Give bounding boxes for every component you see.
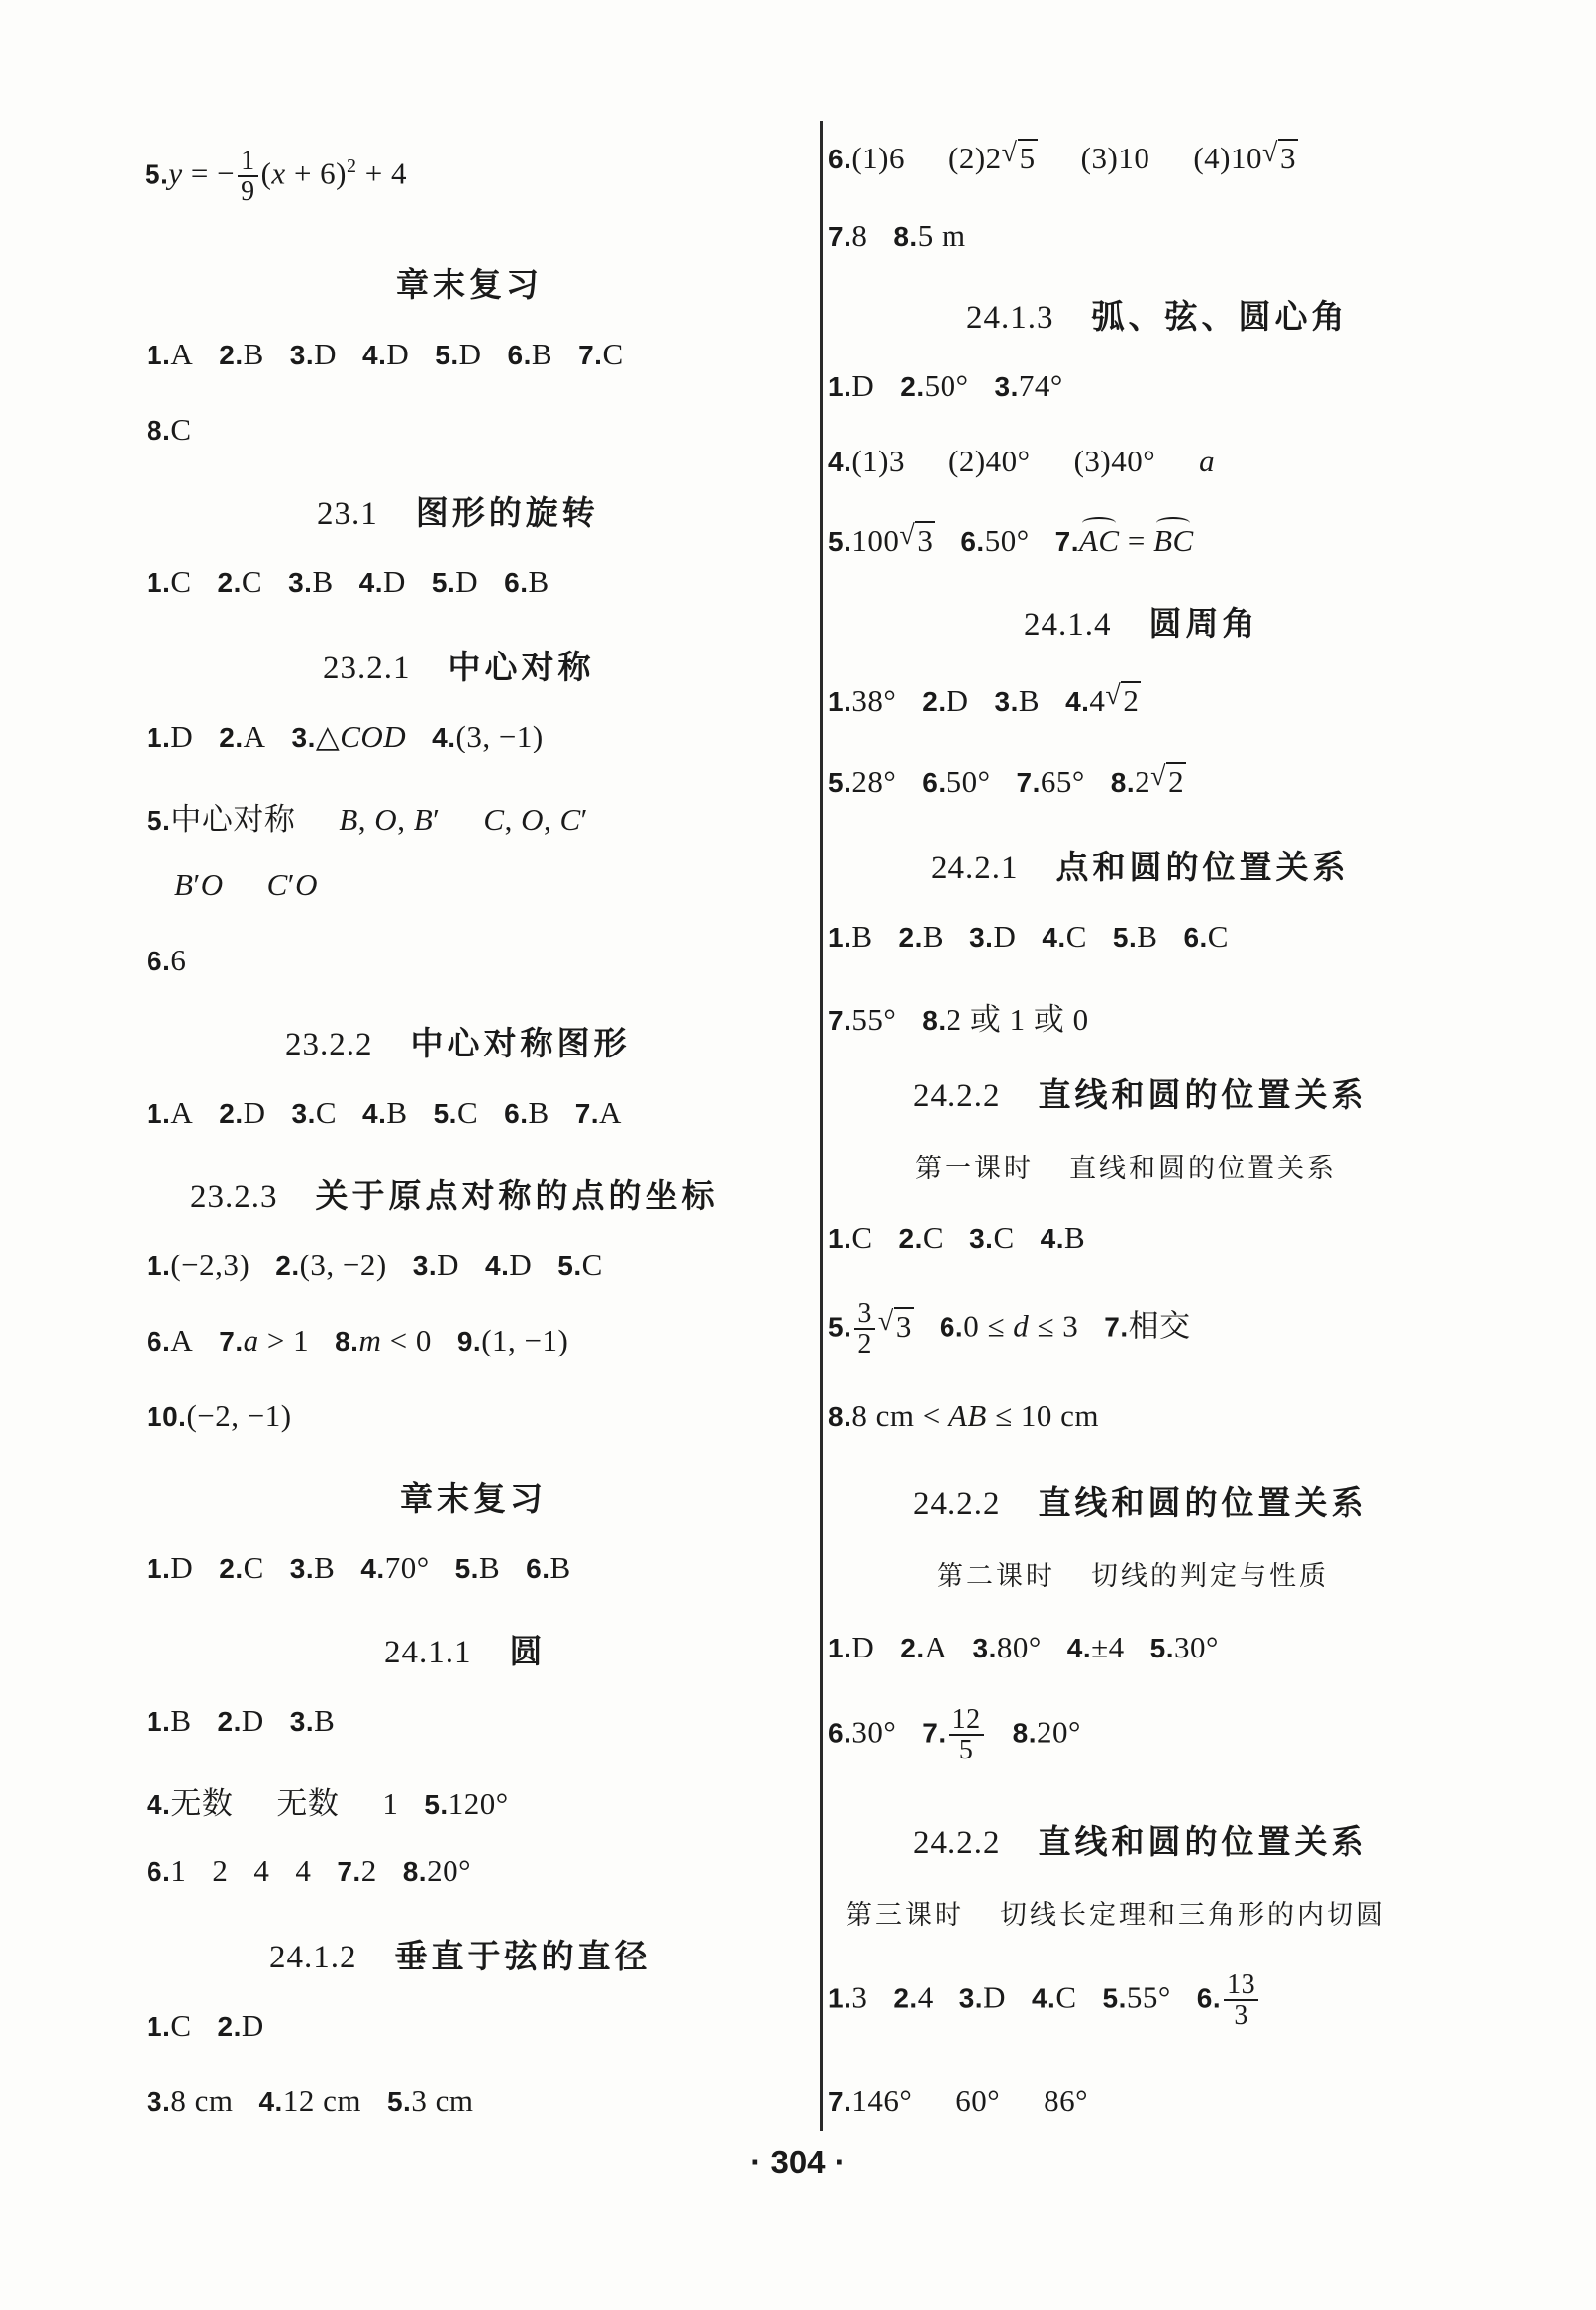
section-heading: 23.2.2 中心对称图形 — [285, 1024, 631, 1062]
section-heading: 24.1.4 圆周角 — [1024, 604, 1259, 643]
column-divider — [820, 121, 823, 2131]
answer-line: 8.8 cm < AB ≤ 10 cm — [828, 1398, 1099, 1433]
lesson-subheading: 第一课时 直线和圆的位置关系 — [915, 1154, 1337, 1183]
answer-line: 3.8 cm 4.12 cm 5.3 cm — [147, 2083, 474, 2118]
answer-line: 6.30° 7. $\frac{12}{5}$ 8.20° — [828, 1704, 1081, 1766]
answer-line: 5.y = − $\frac{1}{9}$ $(x + 6)^2 + 4$ — [145, 146, 407, 208]
answer-line: 5.中心对称 B, O, B′ C, O, C′ — [147, 802, 588, 837]
answer-line: B′O C′O — [174, 867, 318, 902]
section-heading: 24.2.2 直线和圆的位置关系 — [913, 1483, 1368, 1522]
answer-line: 1.(−2,3) 2.(3, −2) 3.D 4.D 5.C — [147, 1248, 603, 1282]
section-heading: 24.1.3 弧、弦、圆心角 — [966, 297, 1348, 336]
answer-line: 6.1 2 4 4 7.2 8.20° — [147, 1854, 471, 1888]
answer-line: 1.B 2.D 3.B — [147, 1703, 336, 1738]
answer-line: 8.C — [147, 412, 192, 447]
answer-line: 1.D 2.A 3.△COD 4.(3, −1) — [147, 719, 544, 753]
answer-line: 6.A 7.a > 1 8.m < 0 9.(1, −1) — [147, 1323, 569, 1357]
answer-line: 1.C 2.C 3.B 4.D 5.D 6.B — [147, 564, 549, 599]
answer-line: 6.(1)6 (2)2√ 5 (3)10 (4)10√ 3 — [828, 141, 1298, 176]
answer-line: 10.(−2, −1) — [147, 1398, 292, 1433]
answer-line: 1.C 2.D — [147, 2008, 264, 2043]
lesson-subheading: 第二课时 切线的判定与性质 — [937, 1561, 1329, 1591]
lesson-subheading: 第三课时 切线长定理和三角形的内切圆 — [846, 1900, 1386, 1930]
answer-line: 5.28° 6.50° 7.65° 8.2√ 2 — [828, 764, 1186, 800]
answer-line: 4.(1)3 (2)40° (3)40° a — [828, 444, 1216, 478]
answer-line: 1.A 2.B 3.D 4.D 5.D 6.B 7.C — [147, 337, 624, 371]
section-heading: 24.1.2 垂直于弦的直径 — [269, 1937, 651, 1975]
answer-line: 5. $\frac{3}{2}$ √ 3 6.0 ≤ d ≤ 3 7.相交 — [828, 1299, 1191, 1359]
answer-line: 7.8 8.5 m — [828, 218, 966, 252]
answer-line: 1.C 2.C 3.C 4.B — [828, 1220, 1086, 1255]
fraction: $\frac{1}{9}$ — [238, 147, 258, 207]
answer-line: 1.D 2.A 3.80° 4.±4 5.30° — [828, 1630, 1219, 1664]
section-heading: 章末复习 — [400, 1479, 547, 1518]
section-heading: 章末复习 — [396, 265, 543, 304]
section-heading: 24.2.1 点和圆的位置关系 — [931, 848, 1349, 886]
section-heading: 24.1.1 圆 — [384, 1632, 547, 1670]
answer-line: 7.55° 8.2 或 1 或 0 — [828, 1002, 1089, 1037]
fraction: $\frac{3}{2}$ — [854, 1299, 875, 1359]
fraction: $\frac{12}{5}$ — [949, 1705, 984, 1765]
section-heading: 24.2.2 直线和圆的位置关系 — [913, 1075, 1368, 1114]
answer-line: 7.146° 60° 86° — [828, 2083, 1089, 2118]
answer-line: 1.3 2.4 3.D 4.C 5.55° 6. $\frac{13}{3}$ — [828, 1970, 1261, 2031]
answer-line: 4.无数 无数 1 5.120° — [147, 1786, 509, 1821]
section-heading: 23.2.3 关于原点对称的点的坐标 — [190, 1176, 719, 1215]
answer-line: 5.100√ 3 6.50° 7.AC = BC — [828, 523, 1194, 558]
answer-line: 1.A 2.D 3.C 4.B 5.C 6.B 7.A — [147, 1095, 622, 1130]
section-heading: 24.2.2 直线和圆的位置关系 — [913, 1822, 1368, 1860]
answer-line: 1.D 2.50° 3.74° — [828, 368, 1063, 403]
section-heading: 23.2.1 中心对称 — [323, 648, 595, 686]
answer-line: 1.D 2.C 3.B 4.70° 5.B 6.B — [147, 1551, 571, 1585]
answer-line: 1.B 2.B 3.D 4.C 5.B 6.C — [828, 919, 1229, 954]
section-heading: 23.1 图形的旋转 — [317, 493, 599, 532]
fraction: $\frac{13}{3}$ — [1224, 1970, 1258, 2031]
answer-line: 1.38° 2.D 3.B 4.4√ 2 — [828, 683, 1141, 719]
answer-line: 6.6 — [147, 943, 187, 977]
page-number: · 304 · — [750, 2144, 846, 2180]
